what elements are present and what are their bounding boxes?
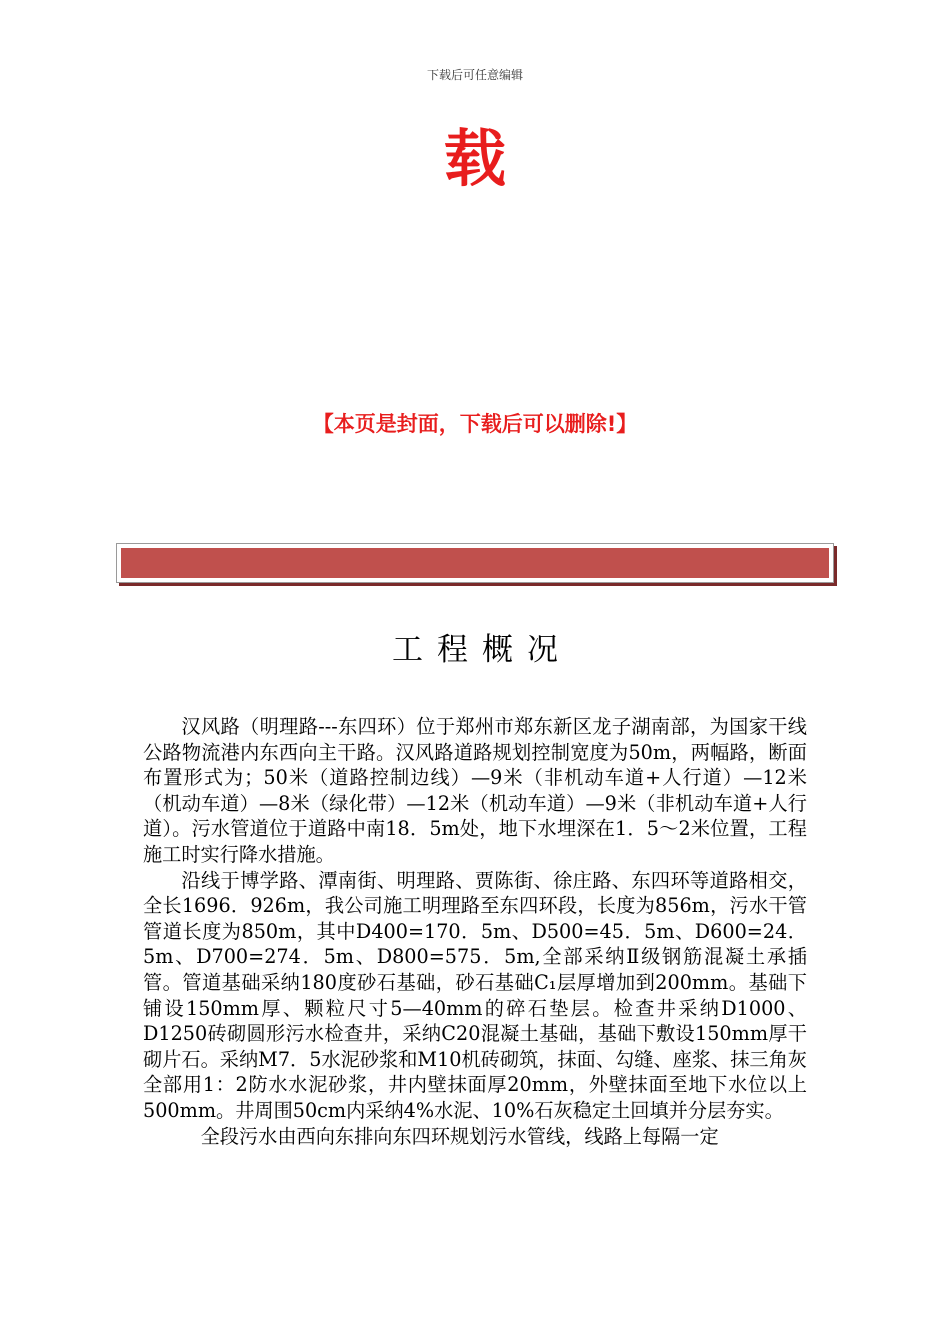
paragraph-drainage: 全段污水由西向东排向东四环规划污水管线，线路上每隔一定 [200,1124,719,1148]
cover-delete-notice: 【本页是封面，下载后可以删除!】 [312,412,638,436]
banner-fill [121,548,829,578]
header-note: 下载后可任意编辑 [426,68,523,82]
body-text [143,714,807,1149]
paragraph-pipeline: 沿线于博学路、潭南街、明理路、贾陈街、徐庄路、东四环等道路相交，全长1696．926m，我公司施工明理路至东四环段，长度为856m，污水干管管道长度为850m，其中D400=170．5m、D500=45．5m、D600=24．5m、D700=274．5m、D800=575．5m,全部采纳Ⅱ级钢筋混凝土承插管。管道基础采纳180度砂石基础，砂石基础C₁层厚增加到200mm。基础下铺设150mm厚、颗粒尺寸5—40mm的碎石垫层。检查井采纳D1000、D1250砖砌圆形污水检查井，采纳C20混凝土基础，基础下敷设150mm厚干砌片石。采纳M7．5水泥砂浆和M10机砖砌筑，抹面、勾缝、座浆、抹三角灰全部用1：2防水水泥砂浆，井内壁抹面厚20mm，外壁抹面至地下水位以上500mm。井周围50cm内采纳4%水泥、10%石灰稳定土回填并分层夯实。 [143,868,807,1122]
cover-big-character: 载 [443,122,506,195]
paragraph-overview: 汉风路（明理路---东四环）位于郑州市郑东新区龙子湖南部，为国家干线公路物流港内东西向主干路。汉风路道路规划控制宽度为50m，两幅路，断面布置形式为；50米（道路控制边线）—9米（非机动车道+人行道）—12米（机动车道）—8米（绿化带）—12米（机动车道）—9米（非机动车道+人行道）。污水管道位于道路中南18．5m处，地下水埋深在1．5～2米位置，工程施工时实行降水措施。 [143,715,807,866]
decorative-banner [116,543,834,583]
section-title: 工程概况 [392,632,572,668]
